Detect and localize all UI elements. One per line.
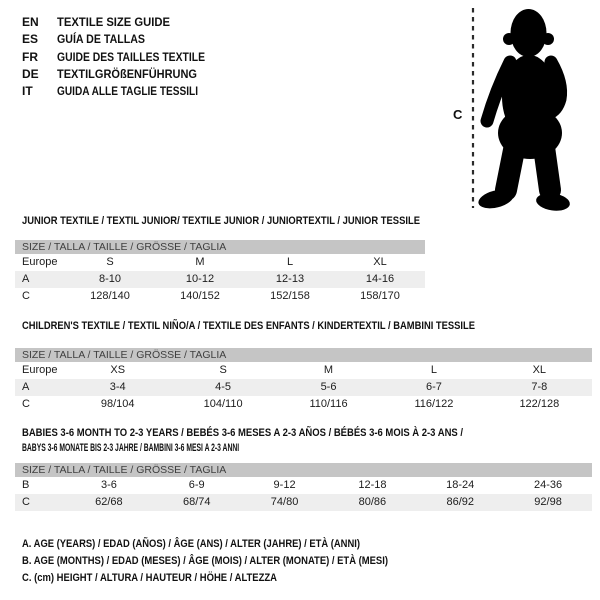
note-height <box>22 570 449 587</box>
size-cell: 3-4 <box>109 381 126 393</box>
lang-title: TEXTILE SIZE GUIDE <box>57 15 170 29</box>
children-size-table <box>15 348 592 413</box>
note-age-months <box>22 553 449 570</box>
size-cell: 92/98 <box>534 496 562 508</box>
note-text: C. (cm) HEIGHT / ALTURA / HAUTEUR / HÖHE / ALTEZZA <box>22 572 277 584</box>
size-cell: XS <box>110 364 126 376</box>
size-cell: 18-24 <box>446 479 475 491</box>
size-cell: 12-18 <box>358 479 387 491</box>
size-cell: S <box>219 364 227 376</box>
lang-title: GUÍA DE TALLAS <box>57 32 145 47</box>
junior-table-body <box>15 254 425 305</box>
size-row-age-years <box>15 271 425 288</box>
size-cell: 12-13 <box>275 273 305 285</box>
size-header-bar <box>15 463 592 477</box>
size-cell: XL <box>373 256 387 268</box>
size-cell: 128/140 <box>90 290 130 302</box>
row-label: A <box>22 381 30 393</box>
size-cell: 74/80 <box>270 496 299 508</box>
row-label: B <box>22 479 30 491</box>
junior-section-title <box>22 215 487 227</box>
row-label: Europe <box>22 364 58 376</box>
row-label: C <box>22 398 30 410</box>
size-cell: 3-6 <box>100 479 117 491</box>
row-label: A <box>22 273 30 285</box>
size-cell: 110/116 <box>309 398 348 410</box>
size-cell: 140/152 <box>180 290 220 302</box>
size-cell: 68/74 <box>182 496 211 508</box>
size-header-label: SIZE / TALLA / TAILLE / GRÖSSE / TAGLIA <box>22 241 227 253</box>
lang-row-fr <box>22 49 228 66</box>
row-label: Europe <box>22 256 58 268</box>
size-cell: S <box>106 256 114 268</box>
height-measure-label: C <box>453 107 463 122</box>
lang-title: GUIDE DES TAILLES TEXTILE <box>57 49 205 64</box>
lang-code: EN <box>22 15 39 29</box>
lang-code: FR <box>22 49 38 64</box>
row-label: C <box>22 496 30 508</box>
babies-section-title-line2: BABYS 3-6 MONATE BIS 2-3 JAHRE / BAMBINI 3-6 MESI A 2-3 ANNI <box>22 442 240 454</box>
size-cell: 24-36 <box>533 479 563 491</box>
size-cell: 86/92 <box>446 496 474 508</box>
size-cell: 8-10 <box>98 273 122 285</box>
lang-row-it <box>22 83 228 100</box>
size-cell: 104/110 <box>203 398 243 410</box>
lang-code: ES <box>22 32 39 47</box>
junior-section-title-text: JUNIOR TEXTILE / TEXTIL JUNIOR/ TEXTILE JUNIOR / JUNIORTEXTIL / JUNIOR TESSILE <box>22 215 420 227</box>
size-cell: 98/104 <box>100 398 135 410</box>
size-cell: 14-16 <box>365 273 395 285</box>
size-header-label: SIZE / TALLA / TAILLE / GRÖSSE / TAGLIA <box>22 464 227 476</box>
size-cell: L <box>286 256 294 268</box>
children-section-title-text: CHILDREN'S TEXTILE / TEXTIL NIÑO/A / TEXTILE DES ENFANTS / KINDERTEXTIL / BAMBINI TESSILE <box>22 320 475 332</box>
lang-title: GUIDA ALLE TAGLIE TESSILI <box>57 84 198 99</box>
size-cell: 122/128 <box>519 398 560 410</box>
size-cell: 4-5 <box>215 381 232 393</box>
junior-size-table <box>15 240 425 305</box>
baby-silhouette-icon <box>430 0 600 230</box>
size-row-height <box>15 396 592 413</box>
size-header-label: SIZE / TALLA / TAILLE / GRÖSSE / TAGLIA <box>22 349 227 361</box>
babies-section-title-line1: BABIES 3-6 MONTH TO 2-3 YEARS / BEBÉS 3-6 MESES A 2-3 AÑOS / BÉBÉS 3-6 MOIS À 2-3 ANS / <box>22 427 463 439</box>
size-row-age-months <box>15 477 592 494</box>
size-row-height <box>15 494 592 511</box>
lang-code: IT <box>22 84 33 99</box>
children-table-body <box>15 362 592 413</box>
baby-silhouette-shape <box>476 9 571 213</box>
size-row-europe <box>15 362 592 379</box>
children-section-title <box>22 320 554 332</box>
size-row-europe <box>15 254 425 271</box>
note-text: A. AGE (YEARS) / EDAD (AÑOS) / ÂGE (ANS) / ALTER (JAHRE) / ETÀ (ANNI) <box>22 538 360 550</box>
legend-notes <box>22 536 449 587</box>
size-cell: 158/170 <box>360 290 400 302</box>
lang-row-en <box>22 14 228 31</box>
note-text: B. AGE (MONTHS) / EDAD (MESES) / ÂGE (MOIS) / ALTER (MONATE) / ETÀ (MESI) <box>22 555 388 567</box>
size-cell: 80/86 <box>358 496 387 508</box>
size-cell: 6-9 <box>188 479 205 491</box>
babies-section-title <box>22 426 534 456</box>
row-label: C <box>22 290 30 302</box>
size-cell: 152/158 <box>270 290 310 302</box>
size-cell: M <box>323 364 334 376</box>
lang-row-es <box>22 31 228 48</box>
size-row-height <box>15 288 425 305</box>
size-header-bar <box>15 348 592 362</box>
size-cell: 116/122 <box>414 398 454 410</box>
size-cell: 5-6 <box>320 381 337 393</box>
note-age-years <box>22 536 449 553</box>
size-header-bar <box>15 240 425 254</box>
language-title-list <box>22 14 228 100</box>
babies-table-body <box>15 477 592 511</box>
size-cell: 6-7 <box>425 381 442 393</box>
lang-title: TEXTILGRÖßENFÜHRUNG <box>57 66 197 81</box>
size-cell: 7-8 <box>531 381 548 393</box>
size-cell: L <box>430 364 437 376</box>
size-cell: 10-12 <box>185 273 215 285</box>
lang-code: DE <box>22 66 39 81</box>
size-row-age-years <box>15 379 592 396</box>
size-cell: XL <box>532 364 547 376</box>
size-cell: 62/68 <box>95 496 123 508</box>
size-cell: 9-12 <box>273 479 296 491</box>
size-cell: M <box>195 256 205 268</box>
babies-size-table <box>15 463 592 511</box>
lang-row-de <box>22 66 228 83</box>
